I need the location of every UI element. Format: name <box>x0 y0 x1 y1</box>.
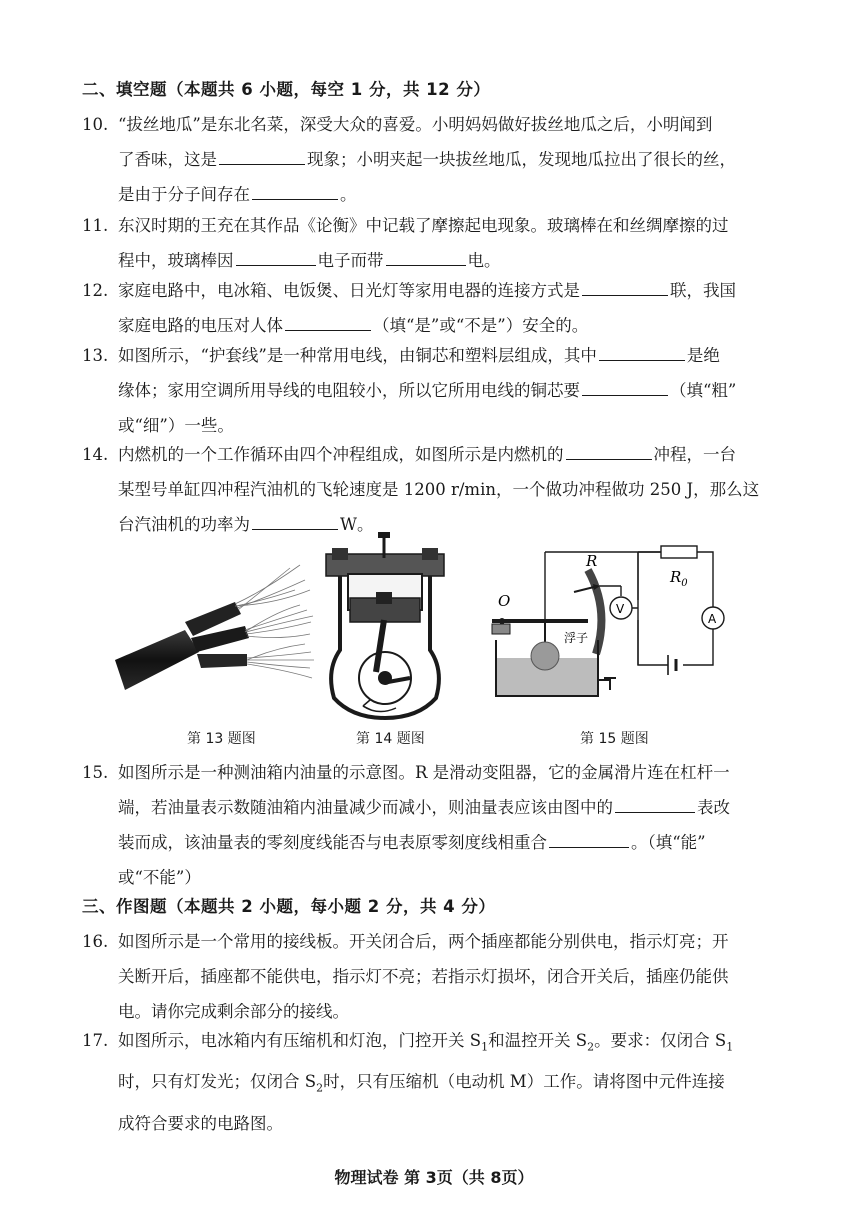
drain-valve <box>598 678 616 690</box>
question-text: 装而成，该油量表的零刻度线能否与电表原零刻度线相重合 <box>118 833 547 852</box>
subscript: 1 <box>726 1040 734 1054</box>
question-text: 成符合要求的电路图。 <box>118 1113 283 1133</box>
voltmeter-label: V <box>616 602 625 616</box>
figure-15-caption: 第 15 题图 <box>580 731 649 747</box>
question-13 <box>82 338 788 443</box>
question-text: 家庭电路的电压对人体 <box>118 316 283 335</box>
question-text: 缘体；家用空调所用导线的电阻较小，所以它所用电线的铜芯要 <box>118 381 580 400</box>
question-text: 。（填“能” <box>631 833 706 852</box>
subscript: 2 <box>316 1081 324 1095</box>
question-text: 和温控开关 S <box>488 1031 588 1050</box>
rheostat-r <box>588 570 601 654</box>
question-text: 如图所示是一种测油箱内油量的示意图。R 是滑动变阻器，它的金属滑片连在杠杆一 <box>118 763 730 782</box>
question-14 <box>82 437 788 542</box>
answer-blank[interactable] <box>582 278 668 296</box>
question-number: 10. <box>82 115 109 134</box>
question-number: 15. <box>82 763 109 782</box>
answer-blank[interactable] <box>386 248 466 266</box>
answer-blank[interactable] <box>615 795 695 813</box>
piston-pin <box>376 592 392 604</box>
question-text: 如图所示是一个常用的接线板。开关闭合后，两个插座都能分别供电，指示灯亮；开 <box>118 932 729 951</box>
label-r0: $R_0$ <box>670 568 688 589</box>
question-text: 电。 <box>467 251 501 270</box>
question-text: 表改 <box>697 798 730 817</box>
question-text: 。 <box>340 185 357 204</box>
float <box>531 642 559 670</box>
question-text: 如图所示，电冰箱内有压缩机和灯泡，门控开关 S <box>118 1031 482 1050</box>
resistor-r0 <box>661 546 697 558</box>
pivot-o <box>499 618 505 624</box>
valve-cap-left <box>332 548 348 560</box>
inner-wire <box>197 654 247 668</box>
question-17 <box>82 1023 788 1141</box>
page-footer: 物理试卷 第 3页（共 8页） <box>334 1168 534 1187</box>
question-number: 14. <box>82 445 109 464</box>
answer-blank[interactable] <box>549 830 629 848</box>
question-text: 家庭电路中，电冰箱、电饭煲、日光灯等家用电器的连接方式是 <box>118 281 580 300</box>
question-text: 电。请你完成剩余部分的接线。 <box>118 1002 349 1021</box>
lever-pivot-base <box>492 624 510 634</box>
answer-blank[interactable] <box>236 248 316 266</box>
question-16 <box>82 924 788 1029</box>
question-text: 程中，玻璃棒因 <box>118 251 234 270</box>
question-text: 现象；小明夹起一块拔丝地瓜，发现地瓜拉出了很长的丝， <box>307 150 736 169</box>
question-11 <box>82 208 788 278</box>
question-text: （填“是”或“不是”）安全的。 <box>373 316 589 335</box>
question-10 <box>82 107 788 212</box>
section-2-heading: 二、填空题（本题共 6 小题，每空 1 分，共 12 分） <box>82 80 491 99</box>
question-text: 如图所示，“护套线”是一种常用电线，由铜芯和塑料层组成，其中 <box>118 346 597 365</box>
question-number: 12. <box>82 281 109 300</box>
figure-13-caption: 第 13 题图 <box>187 731 256 747</box>
answer-blank[interactable] <box>285 313 371 331</box>
question-15 <box>82 755 788 895</box>
question-text: 时，只有灯发光；仅闭合 S <box>118 1072 317 1092</box>
section-3-heading: 三、作图题（本题共 2 小题，每小题 2 分，共 4 分） <box>82 897 496 916</box>
figure-14-engine <box>318 530 452 720</box>
figure-14-caption: 第 14 题图 <box>356 731 425 747</box>
label-float: 浮子 <box>564 631 589 645</box>
spark-plug-tip <box>378 532 390 538</box>
question-text: （填“粗” <box>670 381 737 400</box>
question-text: 联，我国 <box>670 281 736 300</box>
question-text: “拔丝地瓜”是东北名菜，深受大众的喜爱。小明妈妈做好拔丝地瓜之后，小明闻到 <box>118 115 713 134</box>
valve-cap-right <box>422 548 438 560</box>
question-text: 或“细”）一些。 <box>118 416 234 435</box>
outer-sheath <box>115 630 199 690</box>
question-text: 是由于分子间存在 <box>118 185 250 204</box>
question-text: 电子而带 <box>317 251 384 270</box>
question-text: 端，若油量表示数随油箱内油量减少而减小，则油量表应该由图中的 <box>118 798 613 817</box>
question-number: 13. <box>82 346 109 365</box>
answer-blank[interactable] <box>582 378 668 396</box>
answer-blank[interactable] <box>599 343 685 361</box>
answer-blank[interactable] <box>252 182 338 200</box>
answer-blank[interactable] <box>252 512 338 530</box>
question-number: 17. <box>82 1031 109 1050</box>
question-text: 某型号单缸四冲程汽油机的飞轮速度是 1200 r/min，一个做功冲程做功 250 J，那么这 <box>118 480 760 499</box>
question-text: 东汉时期的王充在其作品《论衡》中记载了摩擦起电现象。玻璃棒在和丝绸摩擦的过 <box>118 216 729 235</box>
question-number: 11. <box>82 216 109 235</box>
subscript: 1 <box>481 1040 489 1054</box>
label-r: R <box>586 552 598 570</box>
subscript: 2 <box>587 1040 595 1054</box>
question-text: 是绝 <box>686 346 720 365</box>
answer-blank[interactable] <box>566 442 652 460</box>
question-number: 16. <box>82 932 109 951</box>
wire <box>638 552 668 665</box>
question-text: 。要求：仅闭合 S <box>594 1031 727 1050</box>
ammeter-label: A <box>708 612 717 626</box>
question-text: 或“不能”） <box>118 868 201 887</box>
question-text: 时，只有压缩机（电动机 M）工作。请将图中元件连接 <box>323 1072 725 1092</box>
question-12 <box>82 273 788 343</box>
question-text: 了香味，这是 <box>118 150 217 169</box>
question-text: 内燃机的一个工作循环由四个冲程组成，如图所示是内燃机的 <box>118 445 564 464</box>
figure-15-circuit <box>488 540 728 710</box>
question-text: W。 <box>340 515 374 534</box>
question-text: 台汽油机的功率为 <box>118 515 250 534</box>
question-text: 关断开后，插座都不能供电，指示灯不亮；若指示灯损坏，闭合开关后，插座仍能供 <box>118 967 729 986</box>
label-o: O <box>498 592 511 610</box>
figure-13-cable <box>115 560 315 695</box>
lever <box>492 619 588 623</box>
question-text: 冲程，一台 <box>653 445 736 464</box>
answer-blank[interactable] <box>219 147 305 165</box>
